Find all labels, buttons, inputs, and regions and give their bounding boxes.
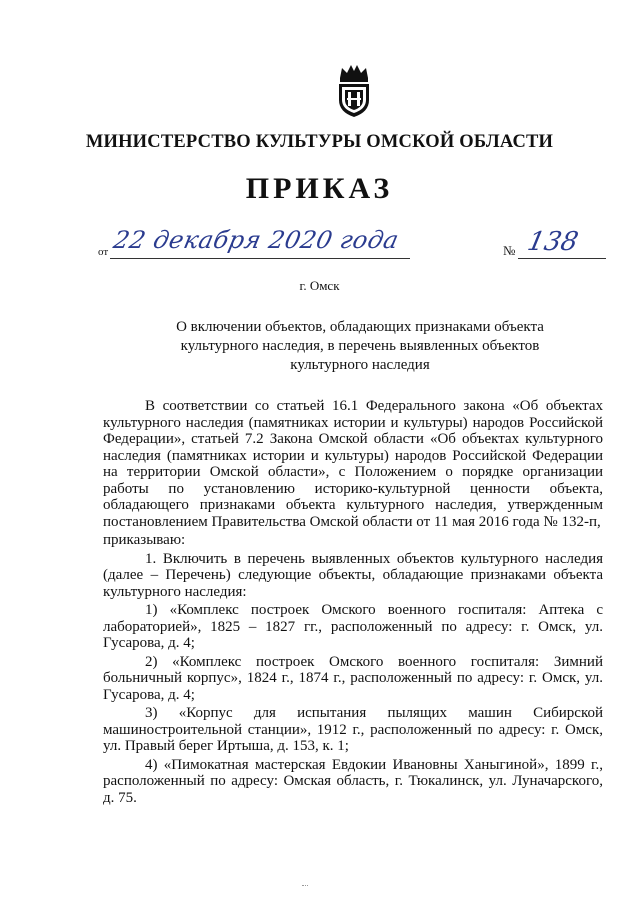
order-body <box>103 398 603 806</box>
order-subject: О включении объектов, обладающих признаками объекта культурного наследия, в перечень выявленных объектов культурного наследия <box>176 319 544 373</box>
ministry-name: МИНИСТЕРСТВО КУЛЬТУРЫ ОМСКОЙ ОБЛАСТИ <box>85 132 554 152</box>
page-mark <box>302 885 308 890</box>
omsk-coat-of-arms-icon <box>334 62 374 118</box>
sub-item-4: 4) «Пимокатная мастерская Евдокии Ивановны Ханыгиной», 1899 г., расположенный по адресу: Омская область, г. Тюкалинск, ул. Луначарского, д. 75. <box>103 756 603 806</box>
preamble: В соответствии со статьей 16.1 Федерального закона «Об объектах культурного наследия (памятниках истории и культуры) народов Российской Федерации», статьей 7.2 Закона Омской области «Об объектах культурного наследия (памятниках истории и культуры) народов Российской Федерации на территории Омской области», с Положением о порядке организации работы по установлению историко-культурной ценности объекта, обладающего признаками объекта культурного наследия, утвержденным постановлением Правительства Омской области от 11 мая 2016 года № 132-п, <box>103 398 603 530</box>
date-underline <box>110 258 410 259</box>
handwritten-date: 22 декабря 2020 года <box>111 226 402 254</box>
sub-item-2: 2) «Комплекс построек Омского военного госпиталя: Зимний больничный корпус», 1824 г., 1874 г., расположенный по адресу: г. Омск, ул. Гусарова, д. 4; <box>103 653 603 703</box>
command: приказываю: <box>103 532 186 548</box>
handwritten-number: 138 <box>524 227 581 257</box>
city: г. Омск <box>299 278 340 293</box>
date-prefix: от <box>98 246 109 258</box>
item-1: 1. Включить в перечень выявленных объектов культурного наследия (далее – Перечень) следующие объекты, обладающие признаками объекта культурного наследия: <box>103 550 603 600</box>
document-title: ПРИКАЗ <box>245 172 394 205</box>
sub-item-1: 1) «Комплекс построек Омского военного госпиталя: Аптека с лабораторией», 1825 – 1827 гг., расположенный по адресу: г. Омск, ул. Гусарова, д. 4; <box>103 602 603 651</box>
number-prefix: № <box>503 243 516 258</box>
sub-item-3: 3) «Корпус для испытания пылящих машин Сибирской машиностроительной станции», 1912 г., расположенный по адресу: г. Омск, ул. Правый берег Иртыша, д. 153, к. 1; <box>103 705 603 754</box>
number-underline <box>518 258 606 259</box>
